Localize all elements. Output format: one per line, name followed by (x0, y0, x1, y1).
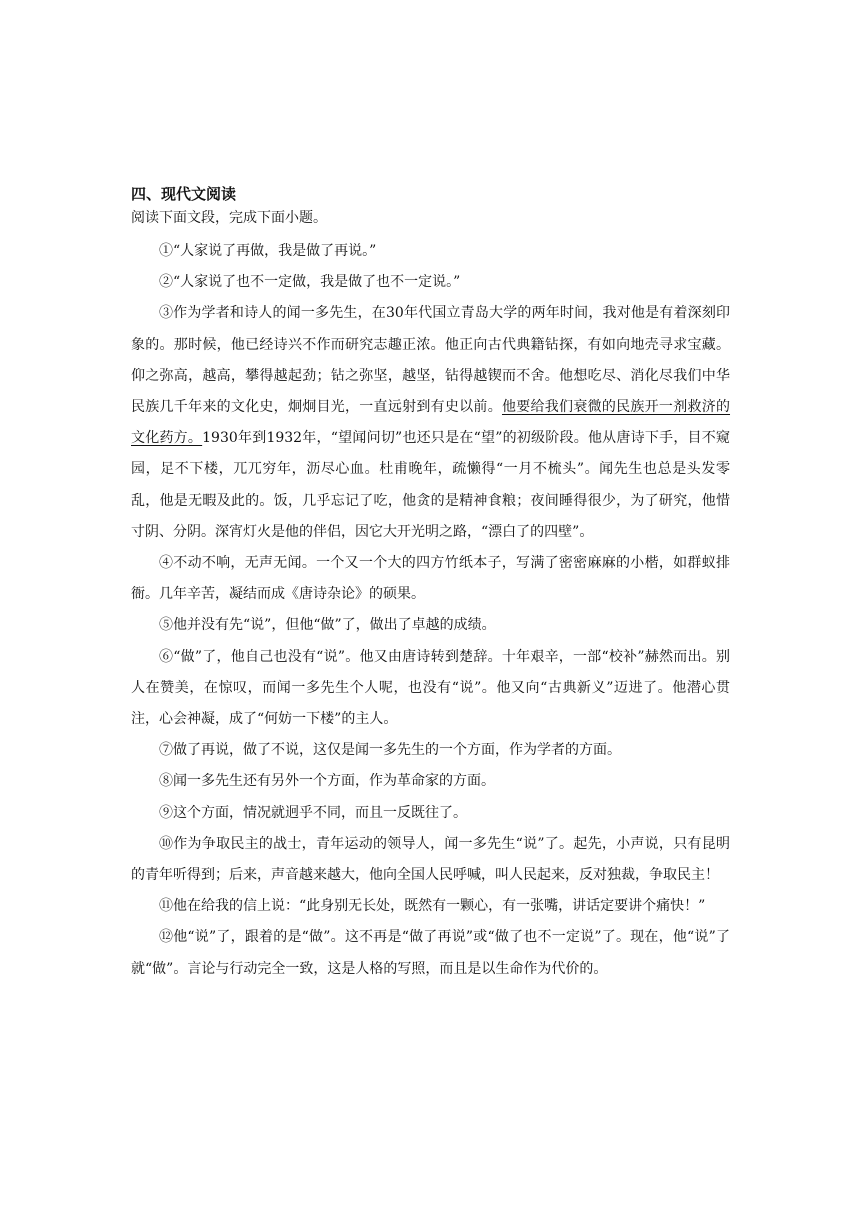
paragraph-9: ⑨这个方面，情况就迥乎不同，而且一反既往了。 (159, 804, 467, 821)
paragraph-4: ④不动不响，无声无闻。一个又一个大的四方竹纸本子，写满了密密麻麻的小楷，如群蚁排衙。几年辛苦，凝结而成《唐诗杂论》的硕果。 (131, 555, 730, 603)
document-content (131, 183, 730, 985)
paragraph-8: ⑧闻一多先生还有另外一个方面，作为革命家的方面。 (159, 773, 495, 790)
paragraph-7: ⑦做了再说，做了不说，这仅是闻一多先生的一个方面，作为学者的方面。 (159, 742, 621, 759)
paragraph-1: ①“人家说了再做，我是做了再说。” (159, 243, 377, 259)
paragraph-3 (131, 298, 730, 548)
paragraph-12: ⑫他“说”了，跟着的是“做”。这不再是“做了再说”或“做了也不一定说”了。现在，他“说”了就“做”。言论与行动完全一致，这是人格的写照，而且是以生命作为代价的。 (131, 929, 730, 977)
section-title: 四、现代文阅读 (131, 185, 237, 203)
paragraph-2: ②“人家说了也不一定做，我是做了也不一定说。” (159, 274, 461, 291)
paragraph-11: ⑪他在给我的信上说：“此身别无长处，既然有一颗心，有一张嘴，讲话定要讲个痛快！” (159, 898, 706, 915)
paragraph-6: ⑥“做”了，他自己也没有“说”。他又由唐诗转到楚辞。十年艰辛，一部“校补”赫然而出。别人在赞美，在惊叹，而闻一多先生个人呢，也没有“说”。他又向“古典新义”迈进了。他潜心贯注，心会神凝，成了“何妨一下楼”的主人。 (131, 648, 730, 728)
paragraph-10: ⑩作为争取民主的战士，青年运动的领导人，闻一多先生“说”了。起先，小声说，只有昆明的青年听得到；后来，声音越来越大，他向全国人民呼喊，叫人民起来，反对独裁，争取民主！ (131, 835, 730, 884)
paragraph-3-part-1: ③作为学者和诗人的闻一多先生，在30年代国立青岛大学的两年时间，我对他是有着深刻印象的。那时候，他已经诗兴不作而研究志趣正浓。他正向古代典籍钻探，有如向地壳寻求宝藏。仰之弥高，越高，攀得越起劲；钻之弥坚，越坚，钻得越锲而不舍。他想吃尽、消化尽我们中华民族几千年来的文化史，炯炯目光，一直远射到有史以前。 (131, 305, 730, 416)
paragraph-5: ⑤他并没有先“说”，但他“做”了，做出了卓越的成绩。 (159, 617, 496, 634)
reading-instruction: 阅读下面文段，完成下面小题。 (131, 210, 327, 226)
underlined-sentence: 他要给我们衰微的民族开一剂救济的文化药方。 (131, 399, 731, 447)
paragraph-3-part-2: 1930年到1932年，“望闻问切”也还只是在“望”的初级阶段。他从唐诗下手，目不窥园，足不下楼，兀兀穷年，沥尽心血。杜甫晚年，疏懒得“一月不梳头”。闻先生也总是头发零乱，他是无暇及此的。饭，几乎忘记了吃，他贪的是精神食粮；夜间睡得很少，为了研究，他惜寸阴、分阴。深宵灯火是他的伴侣，因它大开光明之路，“漂白了的四壁”。 (131, 430, 730, 540)
